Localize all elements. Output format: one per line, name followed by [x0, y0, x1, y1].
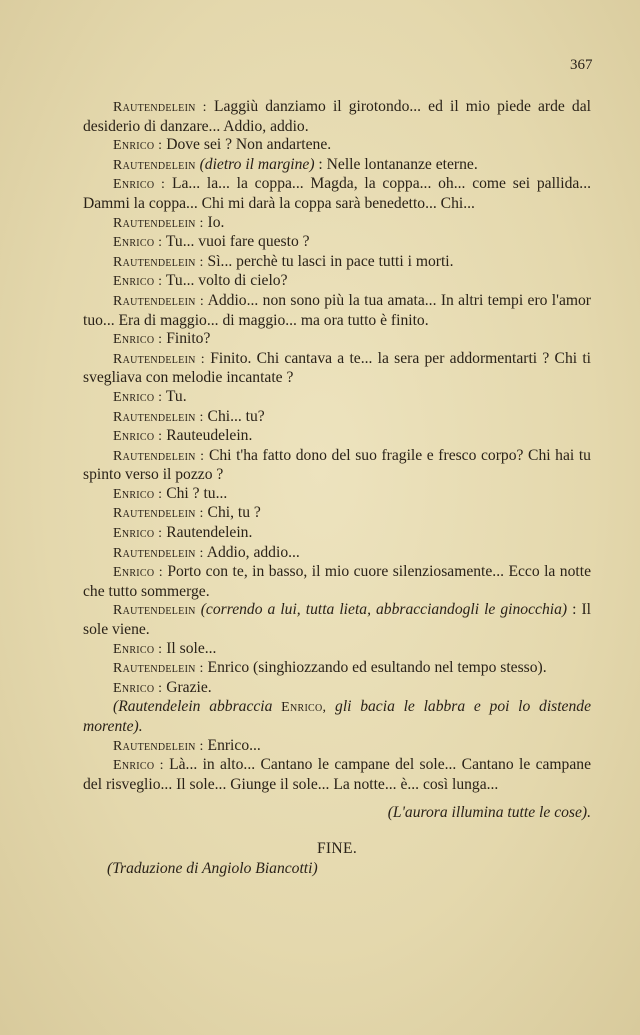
line-text: Sì... perchè tu lasci in pace tutti i morti.: [207, 252, 454, 270]
dialogue-line: [83, 679, 591, 699]
line-text: Tu.: [165, 387, 187, 405]
line-text: : Nelle lontananze eterne.: [318, 155, 478, 173]
speaker-name: Enrico :: [113, 565, 163, 581]
line-text: Io.: [207, 213, 225, 231]
speaker-name: Rautendelein: [113, 603, 196, 619]
dialogue-line: [83, 253, 591, 273]
dialogue-line: [83, 214, 591, 234]
dialogue-line: [83, 272, 591, 292]
line-text: Finito. Chi cantava a te... la sera per addormentarti ? Chi ti svegliava con melodie incantate ?: [83, 349, 591, 387]
dialogue-line: [83, 388, 591, 408]
dialogue-line: [83, 563, 591, 601]
line-text: Addio... non sono più la tua amata... In altri tempi ero l'amor tuo... Era di maggio... di maggio... ma ora tutto è finito.: [83, 291, 591, 329]
dialogue-lines: [83, 98, 591, 698]
page-number: 367: [570, 57, 593, 73]
speaker-name: Rautendelein :: [113, 409, 204, 425]
dialogue-line: [83, 447, 591, 485]
line-text: Rauteudelein.: [166, 427, 253, 445]
line-text: Enrico...: [207, 736, 261, 754]
line-text: Laggiù danziamo il girotondo... ed il mio piede arde dal desiderio di danzare... Addio, addio.: [83, 98, 591, 135]
dialogue-line: [83, 156, 591, 176]
dialogue-line: [83, 544, 591, 564]
speaker-name: Rautendelein :: [113, 351, 205, 367]
line-text: La... la... la coppa... Magda, la coppa... oh... come sei pallida... Dammi la coppa... Chi mi darà la coppa sarà benedetto... Chi...: [83, 175, 591, 212]
stage-direction-name: Enrico,: [281, 700, 327, 716]
line-text: Chi t'ha fatto dono del suo fragile e fresco corpo? Chi hai tu spinto verso il pozzo ?: [83, 446, 591, 484]
dialogue-line: [83, 485, 591, 505]
line-text: Rautendelein.: [166, 524, 253, 542]
stage-direction-after: gli bacia le labbra e poi lo distende morente).: [83, 698, 591, 735]
line-text: Dove sei ? Non andartene.: [166, 136, 332, 154]
speaker-name: Rautendelein :: [113, 215, 204, 231]
dialogue-line: [83, 427, 591, 447]
line-text: Tu... vuoi fare questo ?: [165, 233, 310, 251]
speaker-name: Enrico :: [113, 641, 163, 657]
line-text: Addio, addio...: [206, 543, 300, 561]
dialogue-line: [83, 350, 591, 388]
speaker-name: Enrico :: [113, 389, 163, 405]
stage-direction-before: (Rautendelein abbraccia: [113, 698, 273, 716]
speaker-name: Rautendelein :: [113, 254, 204, 270]
speaker-name: Enrico :: [113, 177, 166, 193]
line-text: Là... in alto... Cantano le campane del sole... Cantano le campane del risveglio... Il sole... Giunge il sole... La notte... è... così lunga...: [83, 756, 591, 793]
line-text: Chi... tu?: [207, 407, 265, 425]
dialogue-line: [83, 756, 591, 794]
speaker-name: Rautendelein :: [113, 545, 204, 561]
dialogue-line: [83, 233, 591, 253]
dialogue-line: [83, 601, 591, 639]
fine-marker: FINE.: [316, 839, 358, 857]
dialogue-line: [83, 330, 591, 350]
line-text: Enrico (singhiozzando ed esultando nel tempo stesso).: [207, 659, 547, 677]
dialogue-line: [83, 408, 591, 428]
speaker-name: Enrico :: [113, 429, 163, 445]
line-text: Chi ? tu...: [166, 484, 228, 502]
speaker-name: Enrico :: [113, 138, 163, 154]
line-text: Finito?: [166, 330, 211, 348]
speaker-name: Rautendelein :: [113, 448, 205, 464]
dialogue-line: [83, 659, 591, 679]
speaker-name: Rautendelein :: [113, 100, 207, 115]
dialogue-line: [83, 504, 591, 524]
dialogue-line: [83, 136, 591, 156]
final-stage-direction: (L'aurora illumina tutte le cose).: [387, 804, 591, 822]
dialogue-line: [83, 292, 591, 330]
speaker-name: Enrico :: [113, 680, 163, 696]
speaker-name: Rautendelein: [113, 157, 196, 173]
speaker-name: Enrico :: [113, 758, 164, 774]
line-text: Grazie.: [166, 678, 212, 696]
speaker-name: Enrico :: [113, 526, 163, 542]
line-text: : Il sole viene.: [83, 601, 591, 639]
dialogue-body: [83, 98, 591, 859]
dialogue-lines-end: [83, 737, 591, 795]
speaker-name: Enrico :: [113, 274, 163, 290]
speaker-name: Rautendelein :: [113, 661, 204, 677]
line-text: Porto con te, in basso, il mio cuore silenziosamente... Ecco la notte che tutto sommerge.: [83, 563, 591, 600]
dialogue-line: [83, 175, 591, 213]
line-text: Tu... volto di cielo?: [165, 272, 288, 290]
dialogue-line: [83, 98, 591, 136]
stage-direction-inline: (correndo a lui, tutta lieta, abbracciandogli le ginocchia): [200, 601, 568, 619]
line-text: Il sole...: [166, 639, 217, 657]
translator-credit: (Traduzione di Angiolo Biancotti): [107, 860, 318, 877]
line-text: Chi, tu ?: [207, 504, 261, 522]
dialogue-line: [83, 524, 591, 544]
dialogue-line: [83, 737, 591, 757]
speaker-name: Enrico :: [113, 235, 163, 251]
speaker-name: Rautendelein :: [113, 506, 204, 522]
speaker-name: Enrico :: [113, 486, 163, 502]
speaker-name: Enrico :: [113, 332, 163, 348]
speaker-name: Rautendelein :: [113, 738, 204, 754]
stage-direction: [83, 698, 591, 736]
speaker-name: Rautendelein :: [113, 293, 205, 309]
stage-direction-inline: (dietro il margine): [199, 155, 315, 173]
dialogue-line: [83, 640, 591, 660]
